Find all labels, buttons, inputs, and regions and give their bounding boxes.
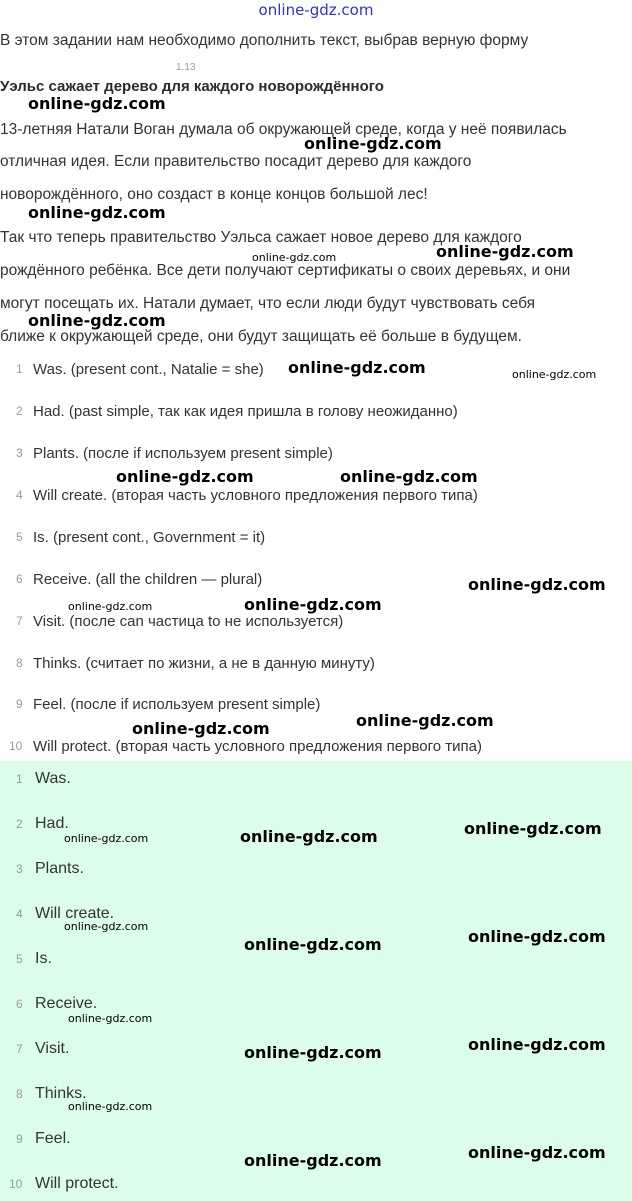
watermark: online-gdz.com	[356, 711, 494, 730]
watermark: online-gdz.com	[240, 827, 378, 846]
short-answer-text: Was.	[35, 770, 71, 787]
short-answer-number: 1	[16, 772, 23, 786]
story-line: Так что теперь правительство Уэльса сажает новое дерево для каждого	[0, 229, 522, 246]
watermark: online-gdz.com	[468, 1035, 606, 1054]
answer-number: 2	[16, 404, 23, 418]
answer-text: Feel. (после if используем present simple)	[33, 696, 321, 713]
watermark: online-gdz.com	[68, 1012, 153, 1025]
answer-text: Is. (present cont., Government = it)	[33, 529, 266, 546]
watermark: online-gdz.com	[28, 311, 166, 330]
watermark: online-gdz.com	[28, 94, 166, 113]
text-title: Уэльс сажает дерево для каждого новорождённого	[0, 78, 384, 95]
short-answer-number: 10	[9, 1177, 23, 1191]
watermark: online-gdz.com	[252, 251, 337, 264]
watermark: online-gdz.com	[304, 134, 442, 153]
answer-text: Receive. (all the children — plural)	[33, 571, 263, 588]
answer-number: 7	[16, 614, 23, 628]
watermark: online-gdz.com	[28, 203, 166, 222]
short-answer-number: 5	[16, 952, 23, 966]
watermark: online-gdz.com	[64, 920, 149, 933]
site-header-link[interactable]: online-gdz.com	[258, 1, 374, 19]
watermark: online-gdz.com	[68, 600, 153, 613]
short-answer-text: Receive.	[35, 995, 98, 1012]
short-answer-text: Will create.	[35, 905, 115, 922]
faint-page-mark: 1.13	[176, 62, 196, 73]
watermark: online-gdz.com	[244, 1151, 382, 1170]
watermark: online-gdz.com	[288, 358, 426, 377]
answer-text: Will protect. (вторая часть условного предложения первого типа)	[33, 738, 482, 755]
answer-number: 5	[16, 530, 23, 544]
watermark: online-gdz.com	[244, 935, 382, 954]
watermark: online-gdz.com	[436, 242, 574, 261]
story-line: могут посещать их. Натали думает, что если люди будут чувствовать себя	[0, 295, 536, 312]
answer-text: Was. (present cont., Natalie = she)	[33, 361, 264, 378]
answer-text: Plants. (после if используем present simple)	[33, 445, 333, 462]
watermark: online-gdz.com	[468, 575, 606, 594]
watermark: online-gdz.com	[244, 1043, 382, 1062]
answer-text: Thinks. (считает по жизни, а не в данную минуту)	[33, 655, 375, 672]
watermark: online-gdz.com	[116, 467, 254, 486]
short-answer-text: Had.	[35, 815, 69, 832]
watermark: online-gdz.com	[340, 467, 478, 486]
short-answer-text: Is.	[35, 950, 52, 967]
short-answer-number: 9	[16, 1132, 23, 1146]
answer-number: 10	[9, 739, 23, 753]
short-answer-number: 4	[16, 907, 23, 921]
answer-text: Will create. (вторая часть условного предложения первого типа)	[33, 487, 478, 504]
answer-number: 8	[16, 656, 23, 670]
short-answer-number: 8	[16, 1087, 23, 1101]
story-line: отличная идея. Если правительство посадит дерево для каждого	[0, 153, 472, 170]
watermark: online-gdz.com	[468, 1143, 606, 1162]
answer-text: Visit. (после can частица to не используется)	[33, 613, 344, 630]
answer-text: Had. (past simple, так как идея пришла в голову неожиданно)	[33, 403, 458, 420]
short-answer-number: 2	[16, 817, 23, 831]
short-answer-text: Feel.	[35, 1130, 71, 1147]
story-line: рождённого ребёнка. Все дети получают сертификаты о своих деревьях, и они	[0, 262, 571, 279]
short-answer-text: Will protect.	[35, 1175, 119, 1192]
short-answer-number: 7	[16, 1042, 23, 1056]
watermark: online-gdz.com	[244, 595, 382, 614]
watermark: online-gdz.com	[468, 927, 606, 946]
story-line: 13-летняя Натали Воган думала об окружающей среде, когда у неё появилась	[0, 121, 567, 138]
short-answer-text: Plants.	[35, 860, 84, 877]
answer-number: 9	[16, 697, 23, 711]
watermark: online-gdz.com	[512, 368, 597, 381]
short-answer-text: Thinks.	[35, 1085, 87, 1102]
answer-number: 6	[16, 572, 23, 586]
short-answer-text: Visit.	[35, 1040, 70, 1057]
answer-number: 3	[16, 446, 23, 460]
watermark: online-gdz.com	[68, 1100, 153, 1113]
short-answer-number: 6	[16, 997, 23, 1011]
answer-number: 4	[16, 488, 23, 502]
short-answer-number: 3	[16, 862, 23, 876]
watermark: online-gdz.com	[132, 719, 270, 738]
story-line: ближе к окружающей среде, они будут защищать её больше в будущем.	[0, 328, 522, 345]
watermark: online-gdz.com	[64, 832, 149, 845]
story-line: новорождённого, оно создаст в конце концов большой лес!	[0, 186, 428, 203]
answer-number: 1	[16, 362, 23, 376]
watermark: online-gdz.com	[464, 819, 602, 838]
task-intro: В этом задании нам необходимо дополнить текст, выбрав верную форму	[0, 32, 529, 49]
